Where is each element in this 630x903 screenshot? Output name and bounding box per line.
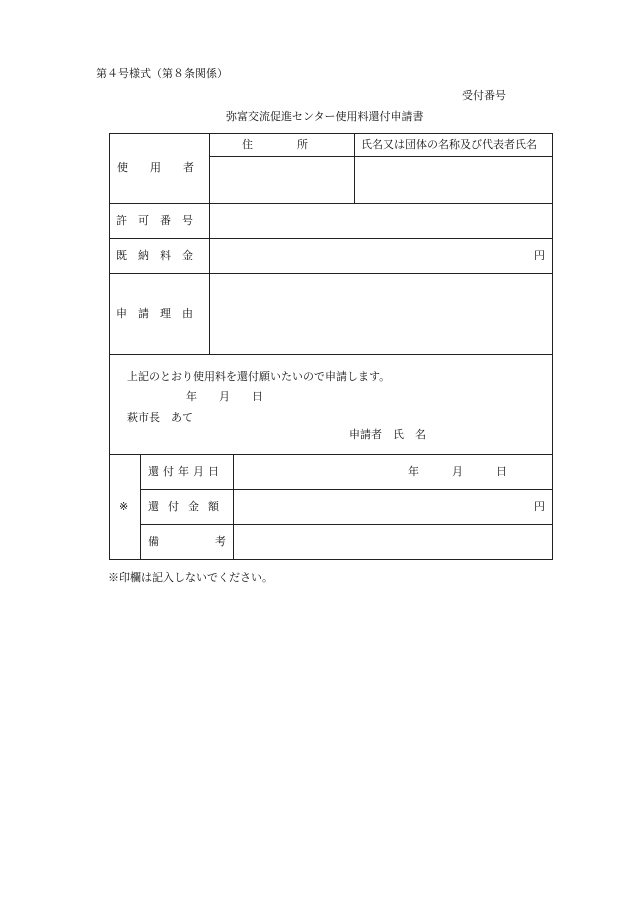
table-border-right xyxy=(552,133,553,560)
application-date: 年 月 日 xyxy=(186,390,263,403)
row-divider-5 xyxy=(109,454,553,455)
refund-amount-label xyxy=(148,500,228,514)
applicant-name-label: 申請者 氏 名 xyxy=(349,428,426,441)
name-field[interactable] xyxy=(356,158,551,202)
remarks-label xyxy=(148,535,282,549)
address-header: 住 所 xyxy=(242,138,308,151)
row-divider-3 xyxy=(109,273,553,274)
paid-fee-field[interactable] xyxy=(211,240,531,272)
name-header: 氏名又は団体の名称及び代表者氏名 xyxy=(361,138,537,151)
footnote: ※印欄は記入しないでください。 xyxy=(108,571,273,584)
office-row-divider-1 xyxy=(140,489,553,490)
remarks-label-text: 備考 xyxy=(148,535,282,548)
permit-number-label: 許 可 番 号 xyxy=(116,214,193,227)
paid-fee-label: 既 納 料 金 xyxy=(116,249,193,262)
table-border-bottom xyxy=(109,559,553,560)
refund-date-label xyxy=(148,465,228,479)
row-divider-4 xyxy=(109,354,553,355)
reason-field[interactable] xyxy=(211,275,551,353)
refund-amount-yen-unit: 円 xyxy=(534,500,545,513)
addressee: 萩市長 あて xyxy=(127,411,193,424)
reason-label: 申 請 理 由 xyxy=(116,307,193,320)
label-column-divider xyxy=(209,133,210,354)
permit-number-field[interactable] xyxy=(211,205,551,237)
office-use-mark: ※ xyxy=(119,500,129,513)
address-field[interactable] xyxy=(211,158,353,202)
refund-date-value: 年 月 日 xyxy=(408,465,507,478)
mark-column-divider xyxy=(140,454,141,560)
office-row-divider-2 xyxy=(140,524,553,525)
refund-amount-label-text: 還付金額 xyxy=(148,500,228,513)
user-label: 使 用 者 xyxy=(117,161,194,174)
declaration-text: 上記のとおり使用料を還付願いたいので申請します。 xyxy=(127,370,391,383)
paid-fee-yen-unit: 円 xyxy=(534,249,545,262)
form-number: 第４号様式（第８条関係） xyxy=(96,67,228,80)
receipt-number-label: 受付番号 xyxy=(462,89,506,102)
table-border-left xyxy=(109,133,110,560)
refund-date-label-text: 還付年月日 xyxy=(148,465,223,478)
row-divider-2 xyxy=(109,238,553,239)
row-divider-1 xyxy=(109,203,553,204)
address-name-divider xyxy=(354,133,355,203)
form-title: 弥富交流促進センター使用料還付申請書 xyxy=(226,110,424,123)
table-border-top xyxy=(109,133,553,134)
user-header-divider xyxy=(209,156,553,157)
